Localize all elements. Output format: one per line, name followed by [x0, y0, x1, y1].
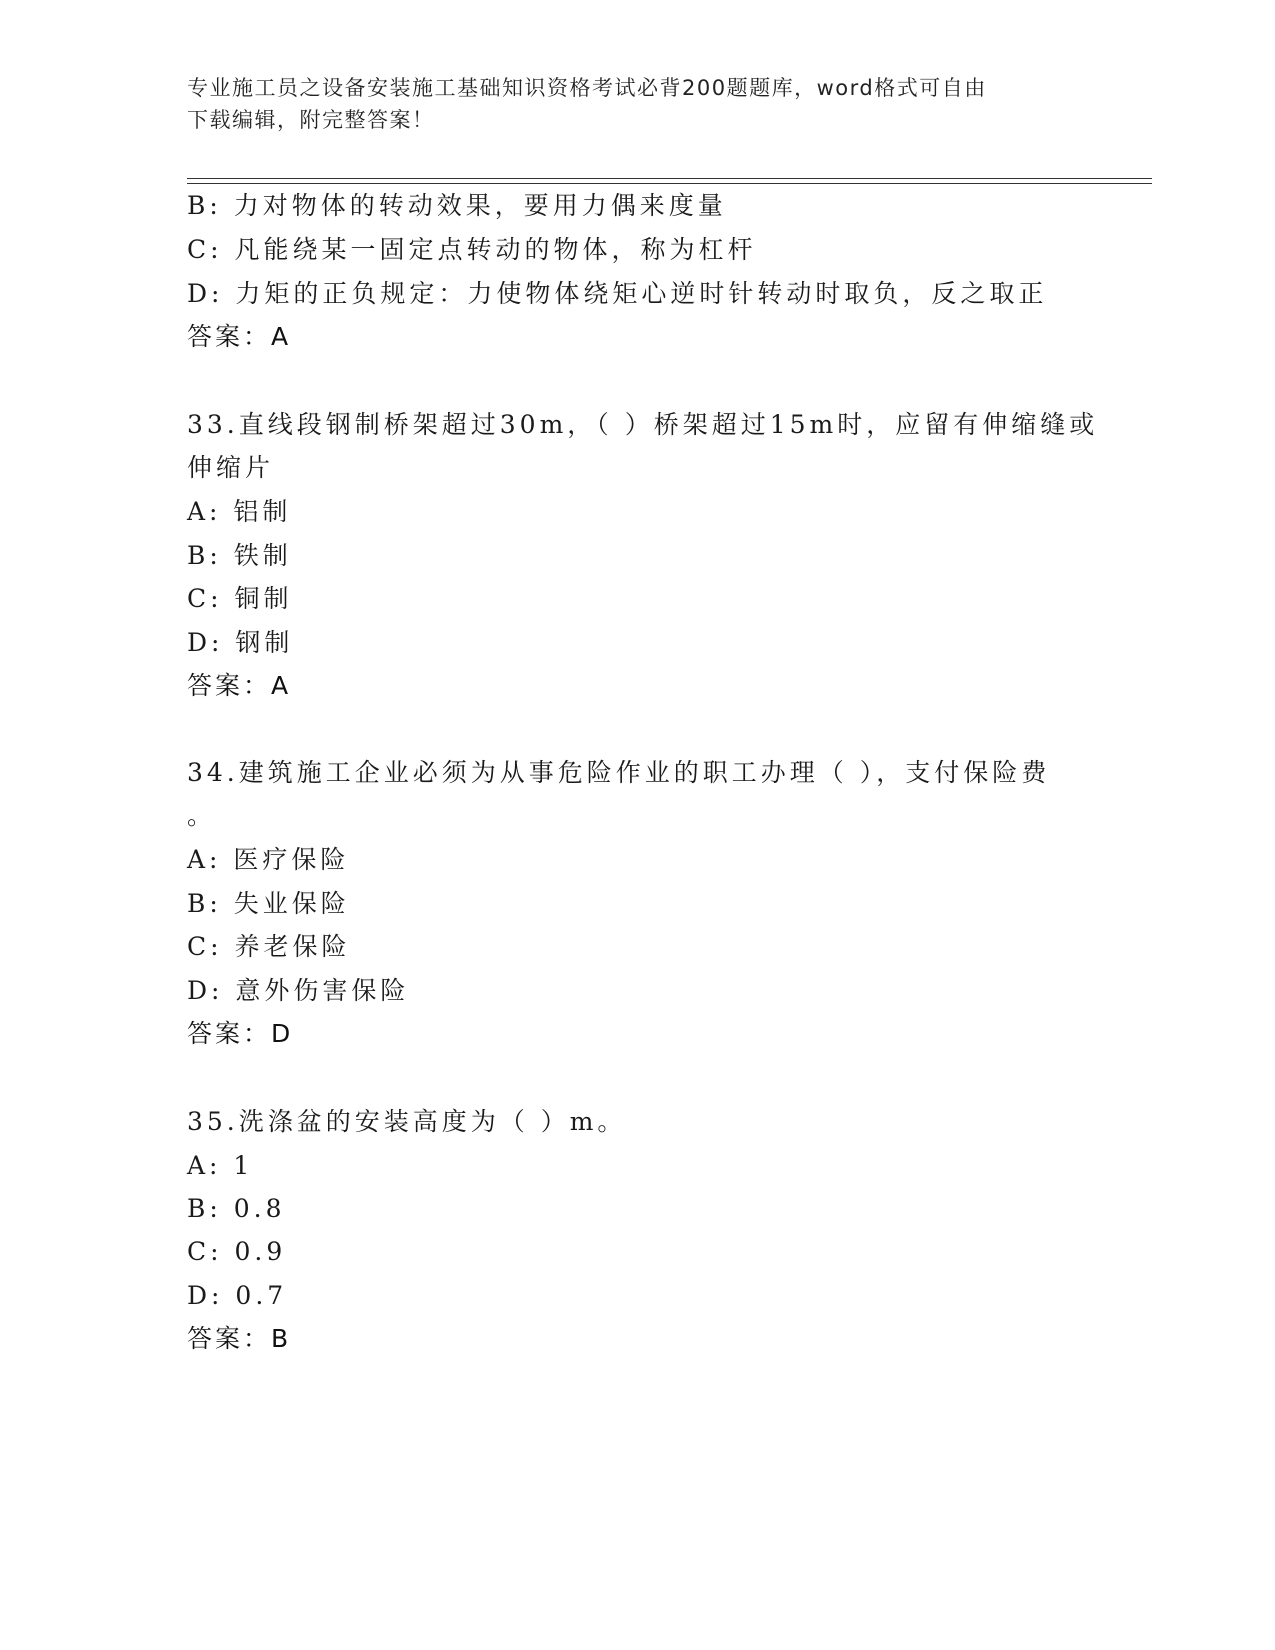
q35-answer: 答案：B [187, 1324, 292, 1353]
header-line-1: 专业施工员之设备安装施工基础知识资格考试必背200题题库，word格式可自由 [187, 76, 987, 100]
q32-option-c: C: 凡能绕某一固定点转动的物体，称为杠杆 [187, 235, 757, 264]
q35-option-a: A: 1 [187, 1151, 254, 1180]
q34-option-a: A: 医疗保险 [187, 845, 350, 874]
q35-stem-line-1: 35.洗涤盆的安装高度为（ ）m。 [187, 1107, 627, 1136]
q35-option-c: C: 0.9 [187, 1237, 287, 1266]
q34-option-b: B: 失业保险 [187, 889, 350, 918]
q33-option-c: C: 铜制 [187, 584, 293, 613]
header-divider-top [187, 178, 1152, 179]
q32-option-d: D: 力矩的正负规定：力使物体绕矩心逆时针转动时取负，反之取正 [187, 279, 1048, 308]
q33-option-d: D: 钢制 [187, 628, 294, 657]
q32-answer: 答案：A [187, 322, 292, 351]
q34-answer: 答案：D [187, 1019, 294, 1048]
q35-option-b: B: 0.8 [187, 1194, 286, 1223]
q34-option-d: D: 意外伤害保险 [187, 976, 410, 1005]
header-divider-bottom [187, 183, 1152, 184]
q33-option-b: B: 铁制 [187, 541, 292, 570]
q35-option-d: D: 0.7 [187, 1281, 288, 1310]
q33-option-a: A: 铝制 [187, 497, 292, 526]
q34-stem-line-2: 。 [187, 801, 217, 830]
q34-option-c: C: 养老保险 [187, 932, 351, 961]
q33-stem-line-2: 伸缩片 [187, 453, 275, 482]
q34-stem-line-1: 34.建筑施工企业必须为从事危险作业的职工办理（ ），支付保险费 [187, 758, 1051, 787]
header-line-2: 下载编辑，附完整答案！ [187, 108, 435, 132]
q33-answer: 答案：A [187, 671, 292, 700]
document-header [187, 72, 1067, 136]
q33-stem-line-1: 33.直线段钢制桥架超过30m，（ ）桥架超过15m时，应留有伸缩缝或 [187, 410, 1099, 439]
q32-option-b: B: 力对物体的转动效果，要用力偶来度量 [187, 191, 727, 220]
